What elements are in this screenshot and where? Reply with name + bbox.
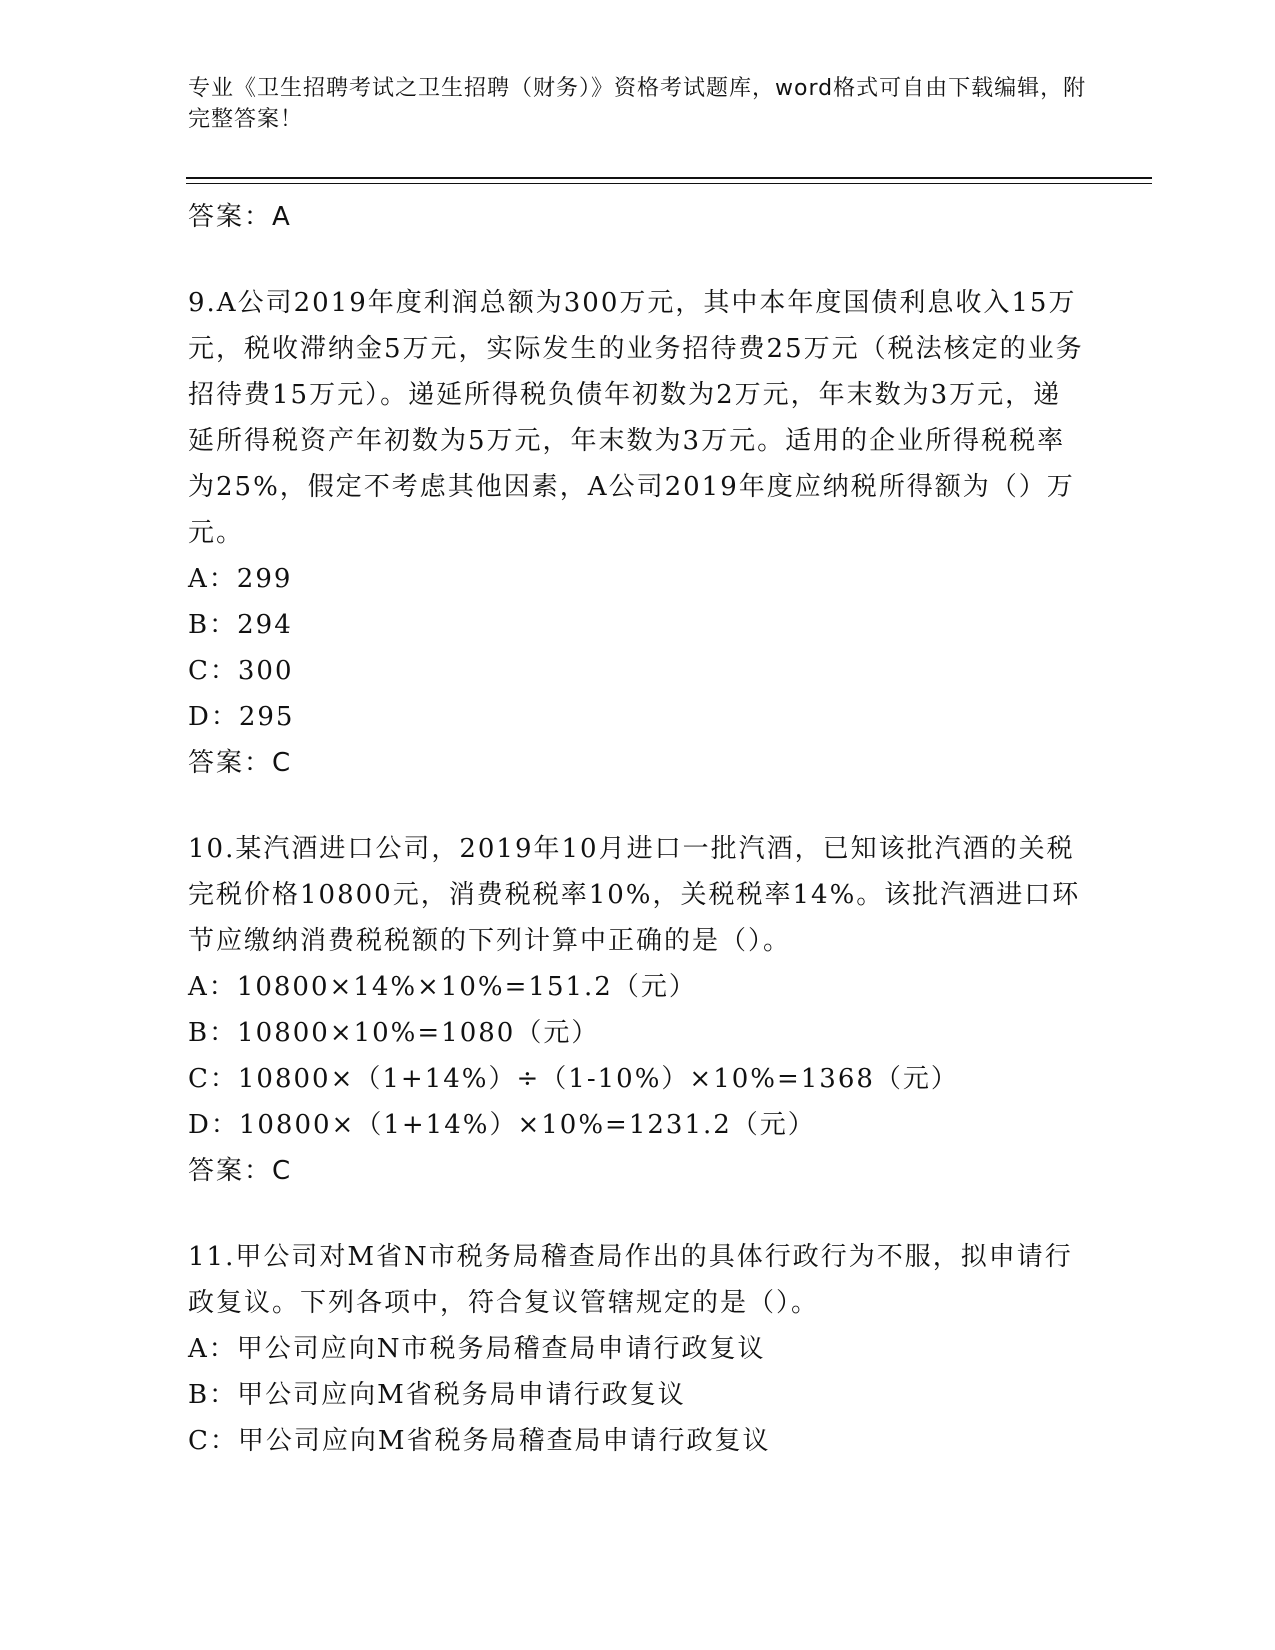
answer-label: 答案：C xyxy=(188,748,293,778)
answer-label: 答案：A xyxy=(188,202,292,232)
option-a: A：10800×14%×10%=151.2（元） xyxy=(188,972,697,1002)
option-a: A：299 xyxy=(188,564,293,594)
question-text: 9.A公司2019年度利润总额为300万元，其中本年度国债利息收入15万元，税收滞纳金5万元，实际发生的业务招待费25万元（税法核定的业务招待费15万元）。递延所得税负债年初数为2万元，年末数为3万元，递延所得税资产年初数为5万元，年末数为3万元。适用的企业所得税税率为25%，假定不考虑其他因素，A公司2019年度应纳税所得额为（）万元。 xyxy=(188,288,1084,548)
header-divider-thin xyxy=(186,183,1152,184)
question-content xyxy=(188,194,1088,1464)
answer-label: 答案：C xyxy=(188,1156,293,1186)
question-text: 11.甲公司对M省N市税务局稽查局作出的具体行政行为不服，拟申请行政复议。下列各项中，符合复议管辖规定的是（）。 xyxy=(188,1242,1073,1318)
question-9 xyxy=(188,280,1088,786)
option-b: B：10800×10%=1080（元） xyxy=(188,1018,600,1048)
option-b: B：甲公司应向M省税务局申请行政复议 xyxy=(188,1380,686,1410)
option-c: C：10800×（1+14%）÷（1-10%）×10%=1368（元） xyxy=(188,1064,959,1094)
header-divider-thick xyxy=(186,177,1152,179)
option-c: C：甲公司应向M省税务局稽查局申请行政复议 xyxy=(188,1426,771,1456)
question-10 xyxy=(188,826,1088,1194)
document-header: 专业《卫生招聘考试之卫生招聘（财务）》资格考试题库，word格式可自由下载编辑，附完整答案！ xyxy=(188,76,1087,132)
option-d: D：10800×（1+14%）×10%=1231.2（元） xyxy=(188,1110,816,1140)
question-text: 10.某汽酒进口公司，2019年10月进口一批汽酒，已知该批汽酒的关税完税价格10800元，消费税税率10%，关税税率14%。该批汽酒进口环节应缴纳消费税税额的下列计算中正确的是（）。 xyxy=(188,834,1081,956)
option-b: B：294 xyxy=(188,610,293,640)
option-c: C：300 xyxy=(188,656,294,686)
option-d: D：295 xyxy=(188,702,295,732)
question-11 xyxy=(188,1234,1088,1464)
option-a: A：甲公司应向N市税务局稽查局申请行政复议 xyxy=(188,1334,766,1364)
